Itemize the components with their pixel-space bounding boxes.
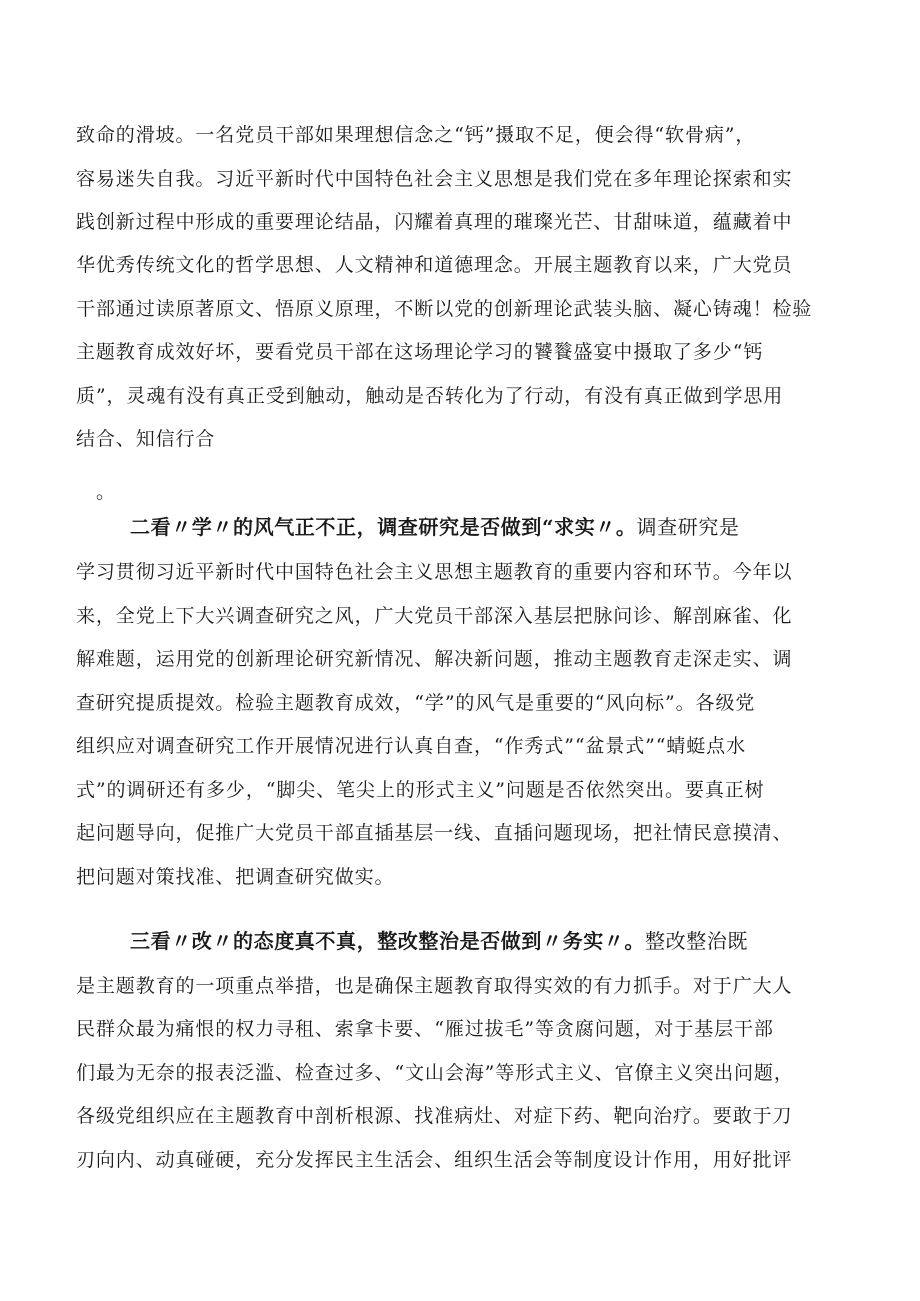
text-line: 来，全党上下大兴调查研究之风，广大党员干部深入基层把脉问诊、解剖麻雀、化: [76, 605, 793, 627]
text-line: 把问题对策找准、把调查研究做实。: [76, 866, 395, 888]
section-heading-3: 三看〃改〃的态度真不真，整改整治是否做到〃务实〃。: [130, 929, 645, 953]
text-line: 学习贯彻习近平新时代中国特色社会主义思想主题教育的重要内容和环节。今年以: [76, 561, 793, 583]
text-line: 查研究提质提效。检验主题教育成效，“学”的风气是重要的“风向标”。各级党: [76, 692, 756, 714]
section-heading-2: 二看〃学〃的风气正不正，调查研究是否做到“求实〃。: [130, 515, 637, 539]
text-line: 式”的调研还有多少，“脚尖、笔尖上的形式主义”问题是否依然突出。要真正树: [76, 779, 765, 801]
text-line: 结合、知信行合: [76, 428, 216, 450]
text-line: 践创新过程中形成的重要理论结晶，闪耀着真理的璀璨光芒、甘甜味道，蕴藏着中: [76, 211, 793, 233]
text-line: 质”，灵魂有没有真正受到触动，触动是否转化为了行动，有没有真正做到学思用: [76, 385, 784, 407]
text-fragment: 调查研究是: [636, 515, 740, 539]
text-line: 致命的滑坡。一名党员干部如果理想信念之“钙”摄取不足，便会得“软骨病”，: [76, 124, 756, 146]
text-line: 华优秀传统文化的哲学思想、人文精神和道德理念。开展主题教育以来，广大党员: [76, 254, 793, 276]
text-line: 主题教育成效好坏，要看党员干部在这场理论学习的饕餮盛宴中摄取了多少“钙: [76, 341, 764, 363]
text-line: 们最为无奈的报表泛滥、检查过多、“文山会海”等形式主义、官僚主义突出问题，: [76, 1062, 794, 1084]
text-line: 起问题导向，促推广大党员干部直插基层一线、直插问题现场，把社情民意摸清、: [76, 822, 793, 844]
trailing-period: 。: [96, 481, 116, 503]
text-line: 民群众最为痛恨的权力寻租、索拿卡要、“雁过拔毛”等贪腐问题，对于基层干部: [76, 1018, 774, 1040]
text-line: 干部通过读原著原文、悟原义原理，不断以党的创新理论武装头脑、凝心铸魂！检验: [76, 298, 813, 320]
text-line: 刃向内、动真碰硬，充分发挥民主生活会、组织生活会等制度设计作用，用好批评: [76, 1149, 793, 1171]
text-line: 组织应对调查研究工作开展情况进行认真自查，“作秀式”“盆景式”“蜻蜓点水: [76, 735, 746, 757]
text-line: 容易迷失自我。习近平新时代中国特色社会主义思想是我们党在多年理论探索和实: [76, 168, 793, 190]
text-fragment: 整改整治既: [645, 929, 748, 953]
text-line: 是主题教育的一项重点举措，也是确保主题教育取得实效的有力抓手。对于广大人: [76, 975, 793, 997]
text-line: 各级党组织应在主题教育中剖析根源、找准病灶、对症下药、靶向治疗。要敢于刀: [76, 1105, 793, 1127]
text-line: 解难题，运用党的创新理论研究新情况、解决新问题，推动主题教育走深走实、调: [76, 648, 793, 670]
paragraph-3-first-line: [130, 929, 856, 953]
paragraph-2-first-line: [130, 515, 856, 539]
